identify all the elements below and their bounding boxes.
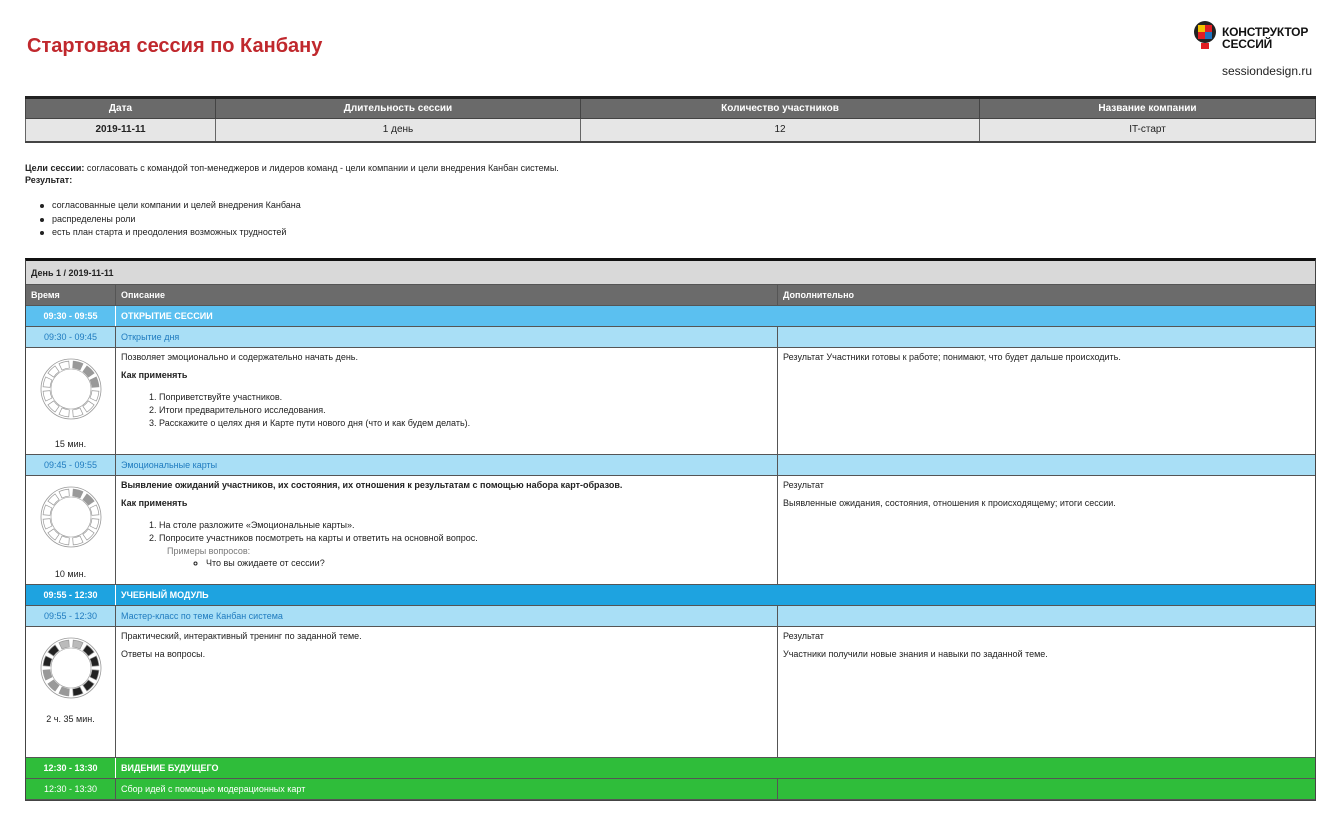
ring-segment xyxy=(43,519,52,529)
activity-title[interactable]: Открытие дня xyxy=(116,327,778,347)
activity-title[interactable]: Эмоциональные карты xyxy=(116,455,778,475)
list-item: есть план старта и преодоления возможных трудностей xyxy=(25,226,301,240)
ring-segment xyxy=(90,519,99,529)
ring-segment xyxy=(59,687,69,696)
steps-list xyxy=(121,391,772,430)
ring-segment xyxy=(73,361,83,370)
session-date: 2019-11-11 xyxy=(26,119,216,142)
activity-time: 09:30 - 09:45 xyxy=(26,327,116,347)
list-item: ◦ Что вы ожидаете от сессии? xyxy=(206,557,772,569)
section-title: УЧЕБНЫЙ МОДУЛЬ xyxy=(121,590,209,600)
activity-description: Позволяет эмоционально и содержательно начать день. xyxy=(121,352,358,362)
duration-clock-icon xyxy=(40,358,102,420)
site-link[interactable]: sessiondesign.ru xyxy=(1221,64,1312,78)
duration-clock-icon xyxy=(40,637,102,699)
activity-row[interactable] xyxy=(26,455,1315,476)
schedule-header xyxy=(26,285,1315,306)
section-time: 09:55 - 12:30 xyxy=(26,585,116,605)
company-name: IT-старт xyxy=(980,119,1316,142)
session-duration: 1 день xyxy=(216,119,581,142)
section-row xyxy=(26,585,1315,606)
activity-time: 09:45 - 09:55 xyxy=(26,455,116,475)
ring-segment xyxy=(73,640,83,649)
ring-segment xyxy=(90,656,99,666)
ring-segment xyxy=(43,505,52,515)
list-item: 1. Поприветствуйте участников. xyxy=(159,391,772,404)
activity-details xyxy=(26,627,1315,758)
ring-segment xyxy=(59,536,69,545)
ring-segment xyxy=(59,361,69,370)
ring-segment xyxy=(43,656,52,666)
activity-row[interactable] xyxy=(26,779,1315,800)
result-label: Результат xyxy=(783,480,824,490)
duration-clock-icon xyxy=(40,486,102,548)
col-company: Название компании xyxy=(980,98,1316,119)
section-time: 09:30 - 09:55 xyxy=(26,306,116,326)
session-info-table xyxy=(25,96,1316,143)
list-item: распределены роли xyxy=(25,213,301,227)
ring-segment xyxy=(59,489,69,498)
activity-duration: 2 ч. 35 мин. xyxy=(46,714,95,724)
ring-segment xyxy=(73,408,83,417)
activity-title[interactable]: Сбор идей с помощью модерационных карт xyxy=(116,779,778,799)
ring-segment xyxy=(73,687,83,696)
ring-segment xyxy=(43,670,52,680)
list-item: 2. Итоги предварительного исследования. xyxy=(159,404,772,417)
logo xyxy=(1192,20,1322,80)
logo-icon xyxy=(1192,20,1218,54)
activity-extra: Выявленные ожидания, состояния, отношения к происходящему; итоги сессии. xyxy=(783,498,1116,508)
activity-description: Ответы на вопросы. xyxy=(121,649,206,659)
col-participants: Количество участников xyxy=(581,98,980,119)
section-time: 12:30 - 13:30 xyxy=(26,758,116,778)
steps-list xyxy=(121,519,772,545)
ring-segment xyxy=(43,377,52,387)
activity-time: 12:30 - 13:30 xyxy=(26,779,116,799)
result-label: Результат xyxy=(783,631,824,641)
ring-segment xyxy=(90,391,99,401)
col-extra: Дополнительно xyxy=(783,290,855,300)
session-goals: Цели сессии: согласовать с командой топ-менеджеров и лидеров команд - цели компании и цели внедрения Канбан системы. Результат: xyxy=(25,163,559,185)
col-date: Дата xyxy=(26,98,216,119)
list-item: 2. Попросите участников посмотреть на карты и ответить на основной вопрос. xyxy=(159,532,772,545)
activity-row[interactable] xyxy=(26,327,1315,348)
col-time: Время xyxy=(26,285,116,305)
list-item: 1. На столе разложите «Эмоциональные карты». xyxy=(159,519,772,532)
activity-description: Практический, интерактивный тренинг по заданной теме. xyxy=(121,631,362,641)
activity-row[interactable] xyxy=(26,606,1315,627)
how-to-label: Как применять xyxy=(121,498,188,508)
activity-time: 09:55 - 12:30 xyxy=(26,606,116,626)
questions-list xyxy=(121,557,772,569)
ring-segment xyxy=(90,377,99,387)
list-item: согласованные цели компании и целей внедрения Канбана xyxy=(25,199,301,213)
ring-segment xyxy=(59,408,69,417)
questions-note: Примеры вопросов: xyxy=(167,546,251,556)
results-list xyxy=(25,199,301,240)
activity-extra: Результат Участники готовы к работе; понимают, что будет дальше происходить. xyxy=(783,352,1121,362)
activity-title[interactable]: Мастер-класс по теме Канбан система xyxy=(116,606,778,626)
ring-segment xyxy=(90,505,99,515)
section-row xyxy=(26,306,1315,327)
logo-name: КОНСТРУКТОР СЕССИЙ xyxy=(1222,25,1309,51)
result-label: Результат: xyxy=(25,175,73,185)
page-title: Стартовая сессия по Канбану xyxy=(27,35,323,57)
ring-segment xyxy=(73,536,83,545)
participants-count: 12 xyxy=(581,119,980,142)
section-row xyxy=(26,758,1315,779)
schedule-table xyxy=(25,258,1316,801)
section-title: ОТКРЫТИЕ СЕССИИ xyxy=(121,311,213,321)
ring-segment xyxy=(73,489,83,498)
ring-segment xyxy=(90,670,99,680)
activity-details xyxy=(26,476,1315,585)
how-to-label: Как применять xyxy=(121,370,188,380)
activity-duration: 10 мин. xyxy=(54,569,87,579)
day-header: День 1 / 2019-11-11 xyxy=(26,261,1315,285)
col-duration: Длительность сессии xyxy=(216,98,581,119)
ring-segment xyxy=(43,391,52,401)
activity-description: Выявление ожиданий участников, их состояния, их отношения к результатам с помощью набора карт-образов. xyxy=(121,480,623,490)
col-description: Описание xyxy=(116,285,778,305)
list-item: 3. Расскажите о целях дня и Карте пути нового дня (что и как будем делать). xyxy=(159,417,772,430)
activity-duration: 15 мин. xyxy=(54,439,87,449)
activity-details xyxy=(26,348,1315,455)
activity-extra: Участники получили новые знания и навыки по заданной теме. xyxy=(783,649,1048,659)
ring-segment xyxy=(59,640,69,649)
section-title: ВИДЕНИЕ БУДУЩЕГО xyxy=(121,763,219,773)
